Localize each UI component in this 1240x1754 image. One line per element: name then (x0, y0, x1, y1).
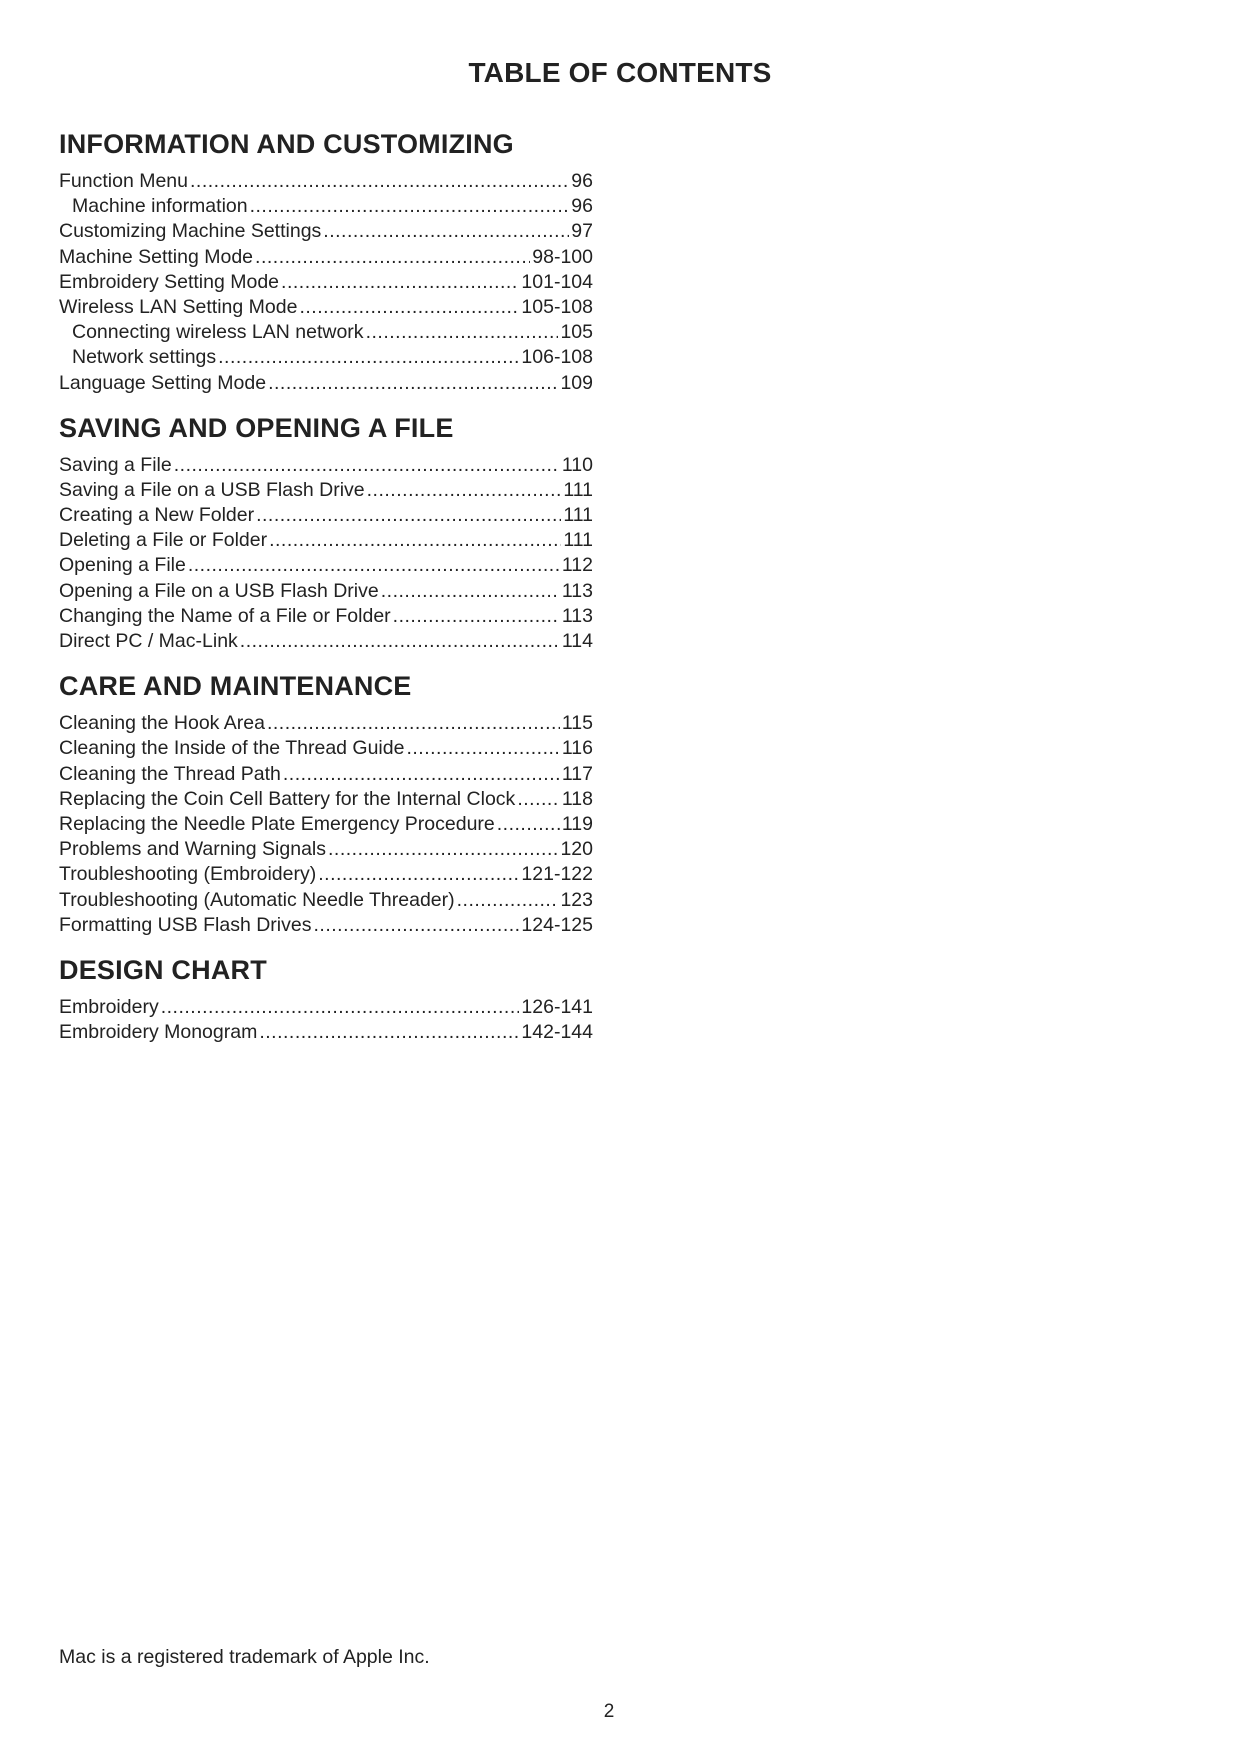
toc-entry-page: 114 (561, 630, 593, 652)
toc-entry-page: 111 (563, 529, 593, 552)
toc-entry-page: 118 (561, 787, 593, 810)
toc-entry[interactable] (59, 762, 593, 787)
dot-leader (255, 245, 530, 270)
dot-leader (240, 629, 560, 654)
dot-leader (256, 503, 561, 528)
dot-leader (267, 711, 560, 736)
toc-entry-page: 98-100 (532, 245, 593, 268)
toc-entry[interactable] (59, 604, 593, 629)
dot-leader (366, 320, 559, 345)
dot-leader (406, 736, 559, 761)
toc-entry-label: Troubleshooting (Automatic Needle Threader) (59, 888, 455, 911)
section-heading: DESIGN CHART (59, 954, 267, 985)
dot-leader (299, 295, 519, 320)
toc-entry-label: Saving a File on a USB Flash Drive (59, 478, 365, 501)
toc-entry-label: Customizing Machine Settings (59, 220, 322, 243)
toc-entry-page: 116 (561, 737, 593, 760)
dot-leader (259, 1020, 519, 1045)
toc-entry-page: 96 (571, 195, 593, 218)
dot-leader (381, 579, 560, 604)
toc-entry-page: 106-108 (521, 346, 593, 369)
toc-entry-label: Cleaning the Inside of the Thread Guide (59, 737, 405, 760)
page-number: 2 (603, 1701, 615, 1722)
toc-entry[interactable] (59, 169, 593, 194)
toc-entry-label: Replacing the Needle Plate Emergency Procedure (59, 812, 495, 835)
toc-entry-page: 105-108 (521, 295, 593, 318)
toc-entry-page: 96 (571, 170, 593, 192)
dot-leader (283, 762, 560, 787)
dot-leader (517, 787, 560, 812)
toc-entry[interactable] (59, 245, 593, 270)
toc-entry-label: Formatting USB Flash Drives (59, 913, 312, 936)
toc-entry[interactable] (59, 629, 593, 654)
toc-entry[interactable] (59, 453, 593, 478)
toc-entry[interactable] (59, 295, 593, 320)
toc-entry[interactable] (59, 371, 593, 396)
toc-entry[interactable] (59, 553, 593, 578)
toc-entry-label: Troubleshooting (Embroidery) (59, 863, 317, 886)
toc-entry-page: 111 (563, 504, 593, 527)
dot-leader (174, 453, 560, 478)
toc-entry-page: 120 (560, 838, 593, 861)
dot-leader (393, 604, 560, 629)
toc-entry-page: 124-125 (521, 913, 593, 936)
toc-section-saving-and-opening-a-file (59, 411, 593, 655)
toc-entry-page: 105 (560, 321, 593, 344)
toc-entry[interactable] (59, 736, 593, 761)
toc-entry-label: Wireless LAN Setting Mode (59, 295, 298, 318)
toc-entry-page: 101-104 (521, 270, 593, 293)
toc-section-information-and-customizing (59, 127, 593, 396)
toc-entry-label: Saving a File (59, 453, 172, 476)
dot-leader (250, 194, 570, 219)
toc-entry-label: Opening a File (59, 554, 186, 577)
toc-entry-label: Opening a File on a USB Flash Drive (59, 579, 379, 602)
toc-entry-page: 97 (571, 220, 593, 243)
toc-entry[interactable] (59, 913, 593, 938)
toc-entry-page: 115 (561, 712, 593, 735)
dot-leader (313, 913, 519, 938)
toc-entry-page: 113 (561, 604, 593, 627)
dot-leader (268, 371, 558, 396)
toc-entry-label: Direct PC / Mac-Link (59, 630, 238, 652)
toc-entry-label: Problems and Warning Signals (59, 838, 326, 861)
toc-entry-page: 119 (561, 812, 593, 835)
dot-leader (318, 862, 519, 887)
toc-entry[interactable] (59, 219, 593, 244)
toc-entry-label: Changing the Name of a File or Folder (59, 604, 391, 627)
toc-entry[interactable] (59, 711, 593, 736)
toc-entry-page: 112 (561, 554, 593, 577)
section-heading: CARE AND MAINTENANCE (59, 671, 412, 702)
page-title: TABLE OF CONTENTS (468, 57, 772, 88)
toc-entry-page: 142-144 (521, 1021, 593, 1044)
toc-entry[interactable] (59, 888, 593, 913)
toc-entry-page: 109 (560, 371, 593, 394)
dot-leader (269, 528, 561, 553)
toc-entry-label: Language Setting Mode (59, 371, 267, 394)
toc-entry-page: 121-122 (521, 863, 593, 886)
table-of-contents (59, 127, 593, 1045)
toc-subentry[interactable] (59, 345, 593, 370)
dot-leader (328, 837, 558, 862)
toc-entry-label: Embroidery Monogram (59, 1021, 258, 1044)
trademark-footnote: Mac is a registered trademark of Apple Inc. (59, 1646, 430, 1668)
toc-entry-label: Machine Setting Mode (59, 245, 254, 268)
dot-leader (497, 812, 560, 837)
toc-entry-label: Function Menu (59, 170, 188, 192)
toc-section-care-and-maintenance (59, 669, 593, 938)
dot-leader (190, 169, 569, 194)
toc-entry-label: Cleaning the Thread Path (59, 762, 281, 785)
toc-entry-label: Cleaning the Hook Area (59, 712, 265, 735)
dot-leader (367, 478, 562, 503)
dot-leader (323, 219, 569, 244)
toc-entry-label: Deleting a File or Folder (59, 529, 268, 552)
toc-entry[interactable] (59, 503, 593, 528)
toc-entry[interactable] (59, 995, 593, 1020)
dot-leader (218, 345, 519, 370)
toc-entry[interactable] (59, 528, 593, 553)
toc-entry-label: Connecting wireless LAN network (72, 321, 364, 344)
toc-entry-page: 126-141 (521, 995, 593, 1018)
section-heading: INFORMATION AND CUSTOMIZING (59, 129, 514, 159)
dot-leader (161, 995, 520, 1020)
section-heading: SAVING AND OPENING A FILE (59, 412, 454, 443)
toc-entry-page: 110 (561, 453, 593, 476)
toc-section-design-chart (59, 953, 593, 1045)
toc-entry[interactable] (59, 787, 593, 812)
toc-subentry[interactable] (59, 320, 593, 345)
toc-entry[interactable] (59, 812, 593, 837)
toc-entry[interactable] (59, 579, 593, 604)
toc-entry[interactable] (59, 862, 593, 887)
toc-entry-page: 123 (560, 888, 593, 911)
dot-leader (188, 553, 560, 578)
toc-entry-label: Network settings (72, 346, 217, 369)
dot-leader (281, 270, 519, 295)
toc-entry[interactable] (59, 837, 593, 862)
toc-entry-label: Replacing the Coin Cell Battery for the Internal Clock (59, 787, 516, 810)
dot-leader (457, 888, 559, 913)
toc-entry[interactable] (59, 1020, 593, 1045)
toc-entry-page: 111 (563, 478, 593, 501)
toc-subentry[interactable] (59, 194, 593, 219)
toc-entry-label: Embroidery Setting Mode (59, 270, 280, 293)
toc-entry[interactable] (59, 270, 593, 295)
toc-entry-label: Creating a New Folder (59, 504, 255, 527)
toc-entry-page: 117 (561, 762, 593, 785)
toc-entry-label: Embroidery (59, 995, 159, 1018)
toc-entry-label: Machine information (72, 195, 248, 218)
toc-entry-page: 113 (561, 579, 593, 602)
toc-entry[interactable] (59, 478, 593, 503)
